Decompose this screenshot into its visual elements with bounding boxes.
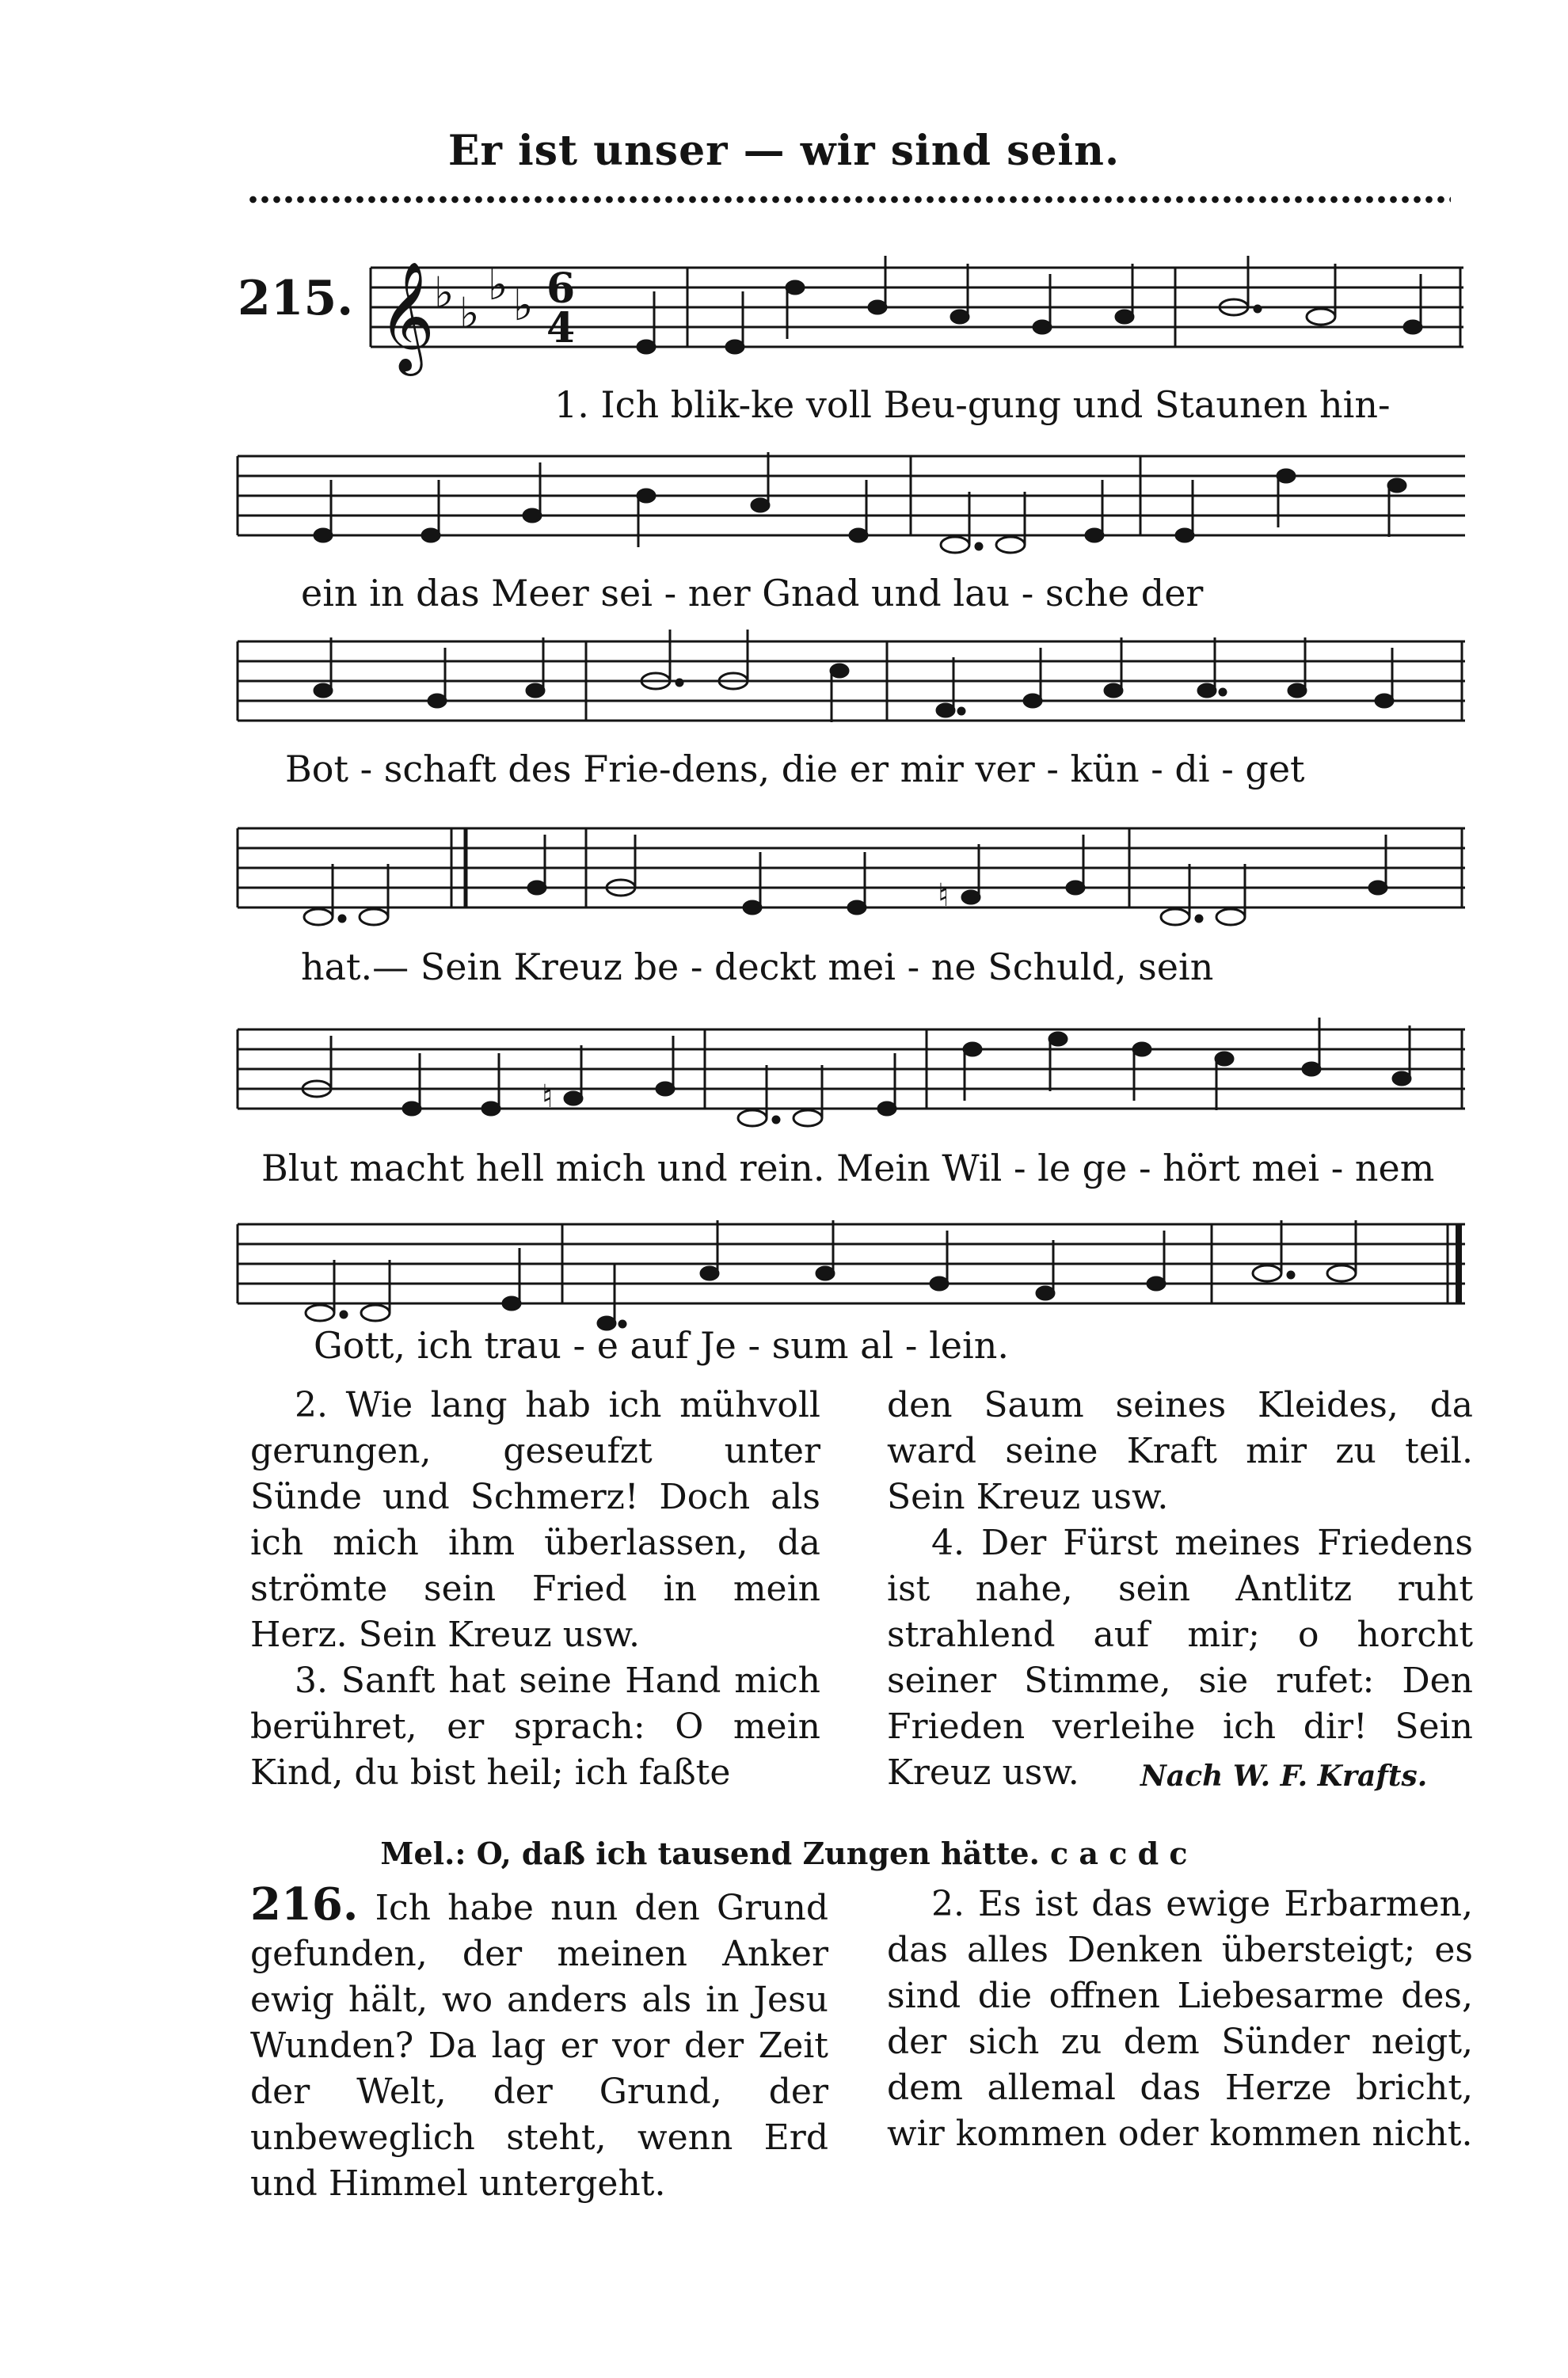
verse-4: 4. Der Fürst meines Friedens ist nahe, sein Antlitz ruht strahlend auf mir; o horcht seiner Stimme, sie rufet: Den Frieden verleihe ich dir! Sein Kreuz usw.	[887, 1523, 1473, 1793]
music-staff-4	[238, 820, 1465, 923]
lyric-line-5: Blut macht hell mich und rein. Mein Wil - le ge - hört mei - nem	[261, 1147, 1435, 1189]
lyric-line-6: Gott, ich trau - e auf Je - sum al - lein.	[314, 1324, 1009, 1367]
verse-3: 3. Sanft hat seine Hand mich berühret, er sprach: O mein Kind, du bist heil; ich faßte	[250, 1661, 820, 1793]
melody-reference: Mel.: O, daß ich tausend Zungen hätte. c a c d c	[380, 1836, 1188, 1871]
svg-text:♭: ♭	[459, 288, 480, 338]
svg-text:♮: ♮	[938, 877, 950, 914]
lyric-line-3: Bot - schaft des Frie-dens, die er mir ver - kün - di - get	[285, 748, 1305, 790]
svg-text:♭: ♭	[488, 260, 508, 310]
treble-clef-icon: 𝄞	[379, 261, 435, 371]
svg-text:♮: ♮	[542, 1079, 554, 1115]
music-staff-3	[238, 633, 1465, 736]
hymn-216-verse-1-text: Ich habe nun den Grund gefunden, der meinen Anker ewig hält, wo anders als in Jesu Wunden? Da lag er vor der Zeit der Welt, der Grund, der unbeweglich steht, wenn Erd und Himmel untergeht.	[250, 1888, 828, 2204]
music-staff-1	[371, 260, 1463, 371]
dotted-divider	[247, 195, 1451, 204]
svg-text:4: 4	[546, 304, 576, 352]
hymn-number-216: 216.	[250, 1878, 359, 1931]
hymn-number-215: 215.	[238, 271, 354, 326]
music-staff-2	[238, 448, 1465, 551]
running-header: Er ist unser — wir sind sein.	[447, 127, 1121, 175]
hymn-216-verse-2	[887, 1881, 1473, 2157]
lyric-line-2: ein in das Meer sei - ner Gnad und lau - sche der	[301, 572, 1204, 614]
music-staff-6	[238, 1216, 1465, 1319]
attribution: Nach W. F. Krafts.	[1140, 1760, 1428, 1793]
music-staff-5	[238, 1022, 1465, 1124]
hymn-216-verse-2-text: 2. Es ist das ewige Erbarmen, das alles Denken übersteigt; es sind die offnen Liebesarme des, der sich zu dem Sünder neigt, dem allemal das Herze bricht, wir kommen oder kommen nicht.	[887, 1884, 1473, 2154]
lyric-line-1: 1. Ich blik-ke voll Beu-gung und Staunen hin-	[554, 383, 1391, 426]
svg-text:6: 6	[546, 264, 576, 313]
hymn-216-verse-1	[250, 1878, 828, 2207]
svg-text:♭: ♭	[434, 268, 455, 318]
verse-2: 2. Wie lang hab ich mühvoll gerungen, geseufzt unter Sünde und Schmerz! Doch als ich mich ihm überlassen, da strömte sein Fried in mein Herz. Sein Kreuz usw.	[250, 1385, 820, 1655]
verses-left-column	[250, 1383, 820, 1796]
verse-3-continued: den Saum seines Kleides, da ward seine Kraft mir zu teil. Sein Kreuz usw.	[887, 1385, 1473, 1517]
svg-text:♭: ♭	[513, 280, 534, 330]
lyric-line-4: hat.— Sein Kreuz be - deckt mei - ne Schuld, sein	[301, 945, 1214, 988]
time-signature	[546, 264, 575, 352]
verses-right-column	[887, 1383, 1473, 1796]
